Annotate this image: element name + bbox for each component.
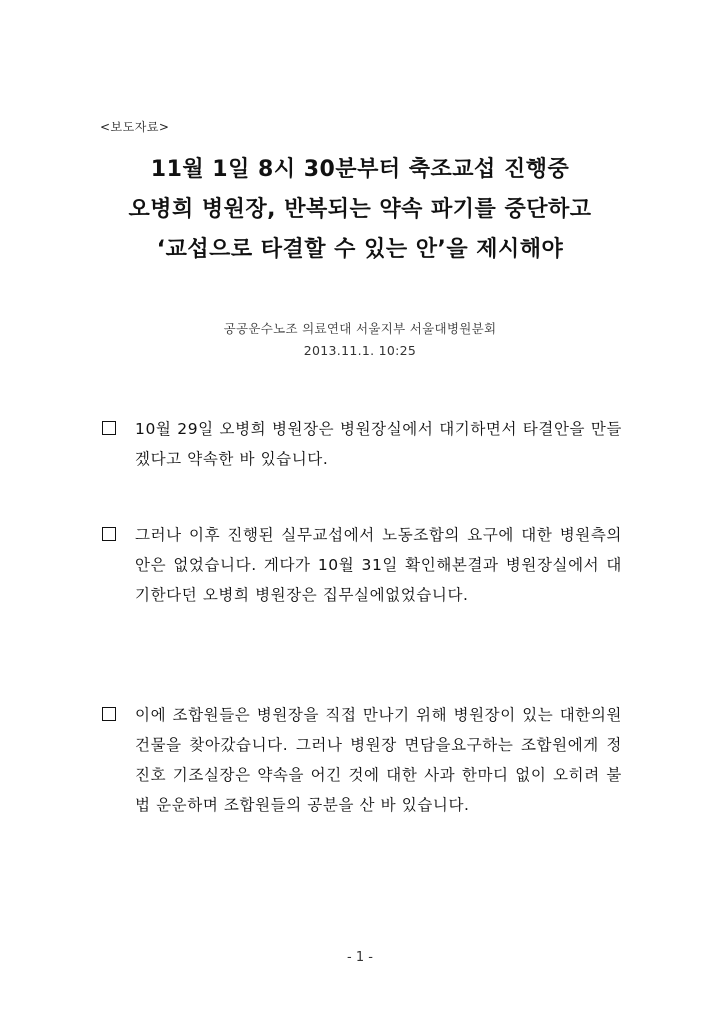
title-line-1: 11월 1일 8시 30분부터 축조교섭 진행중 bbox=[150, 157, 570, 182]
checkbox-icon bbox=[102, 527, 116, 541]
list-item bbox=[102, 520, 622, 610]
list-item-text: 이에 조합원들은 병원장을 직접 만나기 위해 병원장이 있는 대한의원 건물을 찾아갔습니다. 그러나 병원장 면담을요구하는 조합원에게 정진호 기조실장은 약속을 어긴 것에 대한 사과 한마디 없이 오히려 불법 운운하며 조합원들의 공분을 산 바 있습니다. bbox=[135, 706, 622, 814]
checkbox-icon bbox=[102, 707, 116, 721]
document-meta bbox=[0, 318, 720, 362]
document-date: 2013.11.1. 10:25 bbox=[303, 343, 417, 358]
page-title bbox=[0, 150, 720, 270]
title-line-2: 오병희 병원장, 반복되는 약속 파기를 중단하고 bbox=[128, 197, 592, 222]
page-number: - 1 - bbox=[347, 950, 373, 965]
list-item bbox=[102, 700, 622, 820]
organization-name: 공공운수노조 의료연대 서울지부 서울대병원분회 bbox=[223, 321, 497, 336]
list-item bbox=[102, 414, 622, 474]
list-item-text: 10월 29일 오병희 병원장은 병원장실에서 대기하면서 타결안을 만들겠다고 약속한 바 있습니다. bbox=[135, 420, 622, 468]
document-label: <보도자료> bbox=[100, 120, 170, 134]
list-item-text: 그러나 이후 진행된 실무교섭에서 노동조합의 요구에 대한 병원측의 안은 없었습니다. 게다가 10월 31일 확인해본결과 병원장실에서 대기한다던 오병희 병원장은 집무실에없었습니다. bbox=[135, 526, 622, 604]
title-line-3: ‘교섭으로 타결할 수 있는 안’을 제시해야 bbox=[156, 237, 564, 262]
checkbox-icon bbox=[102, 421, 116, 435]
